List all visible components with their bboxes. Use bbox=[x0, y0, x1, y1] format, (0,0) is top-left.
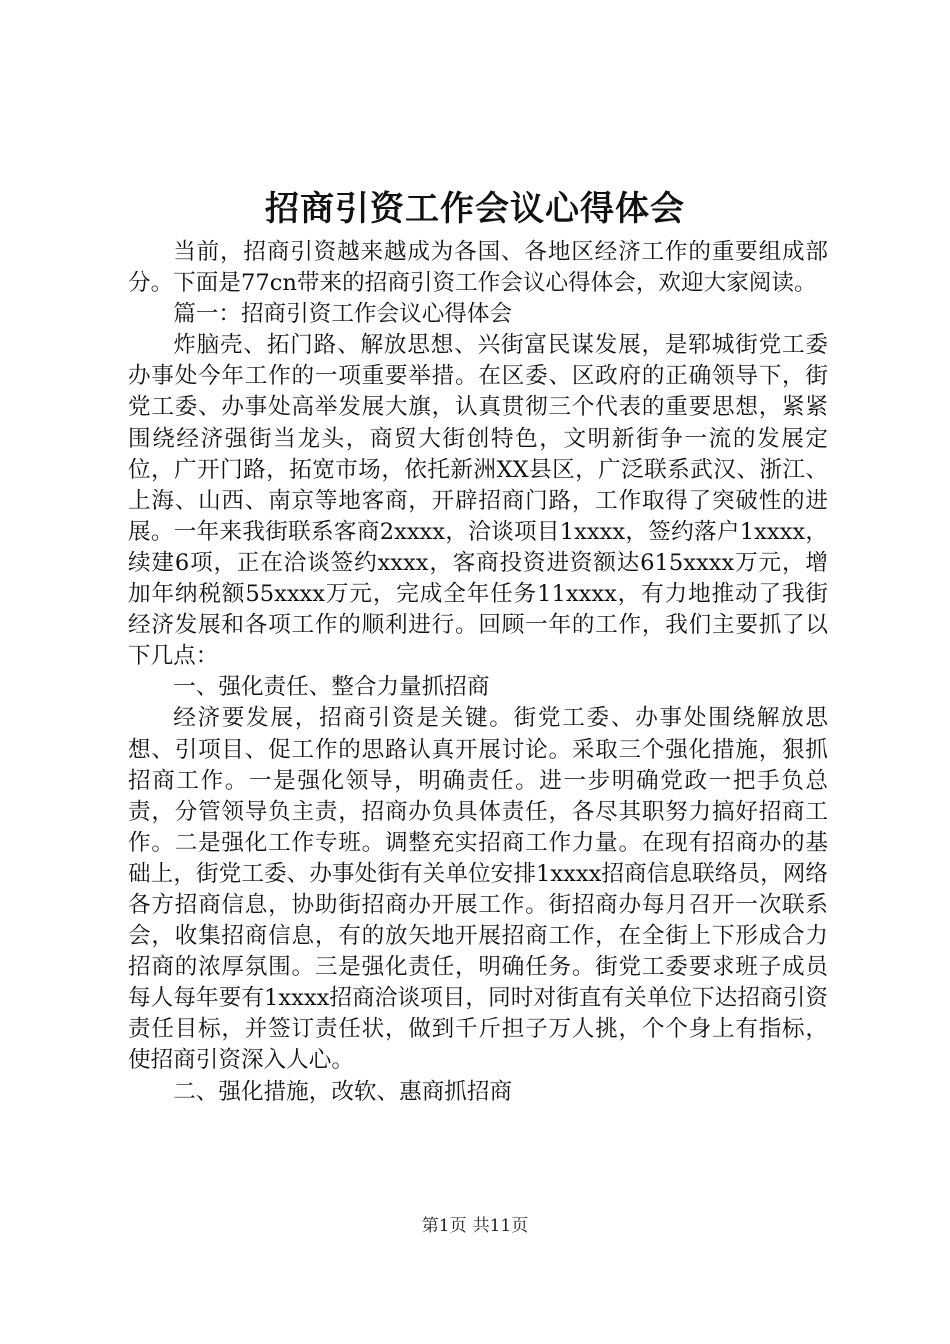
page-footer bbox=[0, 1214, 950, 1238]
paragraph-overview: 炸脑壳、拓门路、解放思想、兴街富民谋发展，是郓城街党工委办事处今年工作的一项重要举措。在区委、区政府的正确领导下，街党工委、办事处高举发展大旗，认真贯彻三个代表的重要思想，紧紧围绕经济强街当龙头，商贸大街创特色，文明新街争一流的发展定位，广开门路，拓宽市场，依托新洲XX县区，广泛联系武汉、浙江、上海、山西、南京等地客商，开辟招商门路，工作取得了突破性的进展。一年来我街联系客商2xxxx，洽谈项目1xxxx，签约落户1xxxx，续建6项，正在洽谈签约xxxx，客商投资进资额达615xxxx万元，增加年纳税额55xxxx万元，完成全年任务11xxxx，有力地推动了我街经济发展和各项工作的顺利进行。回顾一年的工作，我们主要抓了以下几点： bbox=[128, 332, 828, 670]
document-title: 招商引资工作会议心得体会 bbox=[265, 189, 685, 229]
paragraph-section-1: 经济要发展，招商引资是关键。街党工委、办事处围绕解放思想、引项目、促工作的思路认真开展讨论。采取三个强化措施，狠抓招商工作。一是强化领导，明确责任。进一步明确党政一把手负总责，分管领导负主责，招商办负具体责任，各尽其职努力搞好招商工作。二是强化工作专班。调整充实招商工作力量。在现有招商办的基础上，街党工委、办事处街有关单位安排1xxxx招商信息联络员，网络各方招商信息，协助街招商办开展工作。街招商办每月召开一次联系会，收集招商信息，有的放矢地开展招商工作，在全街上下形成合力招商的浓厚氛围。三是强化责任，明确任务。街党工委要求班子成员每人每年要有1xxxx招商洽谈项目，同时对街直有关单位下达招商引资责任目标，并签订责任状，做到千斤担子万人挑，个个身上有指标，使招商引资深入人心。 bbox=[128, 705, 828, 1074]
document-body bbox=[128, 237, 828, 1108]
paragraph-intro: 当前，招商引资越来越成为各国、各地区经济工作的重要组成部分。下面是77cn带来的招商引资工作会议心得体会，欢迎大家阅读。 bbox=[128, 239, 828, 297]
page-total: 共11页 bbox=[472, 1216, 529, 1236]
page-number: 第1页 bbox=[421, 1216, 467, 1236]
section-heading-part-one: 篇一：招商引资工作会议心得体会 bbox=[173, 301, 513, 328]
section-heading-2: 二、强化措施，改软、惠商抓招商 bbox=[173, 1078, 513, 1105]
section-heading-1: 一、强化责任、整合力量抓招商 bbox=[173, 674, 490, 701]
